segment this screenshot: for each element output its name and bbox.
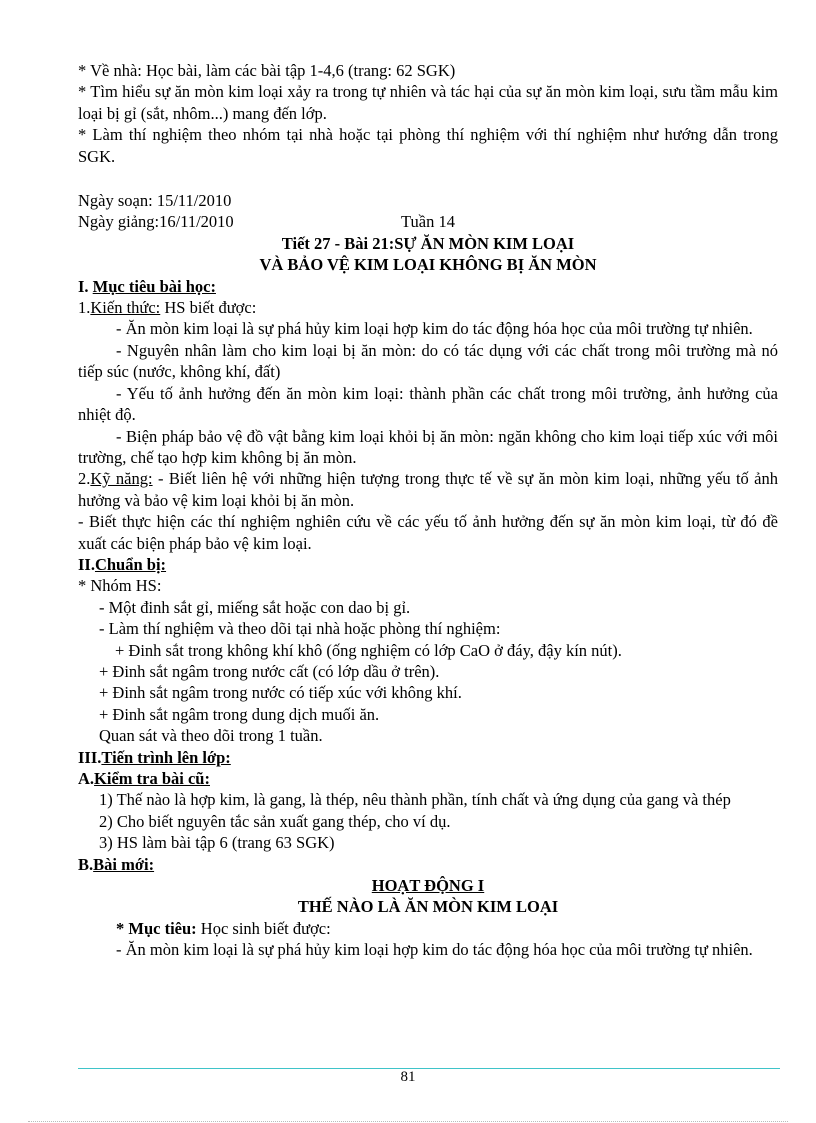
activity-goal-text: - Ăn mòn kim loại là sự phá hủy kim loại hợp kim do tác động hóa học của môi trường tự nhiên. [116, 940, 753, 960]
section1-heading [78, 276, 778, 297]
section3-number: III. [78, 747, 102, 767]
lesson-number: Tiết 27 [281, 233, 331, 253]
review-title: Kiểm tra bài cũ: [94, 769, 210, 788]
experiment-paragraph: * Làm thí nghiệm theo nhóm tại nhà hoặc tại phòng thí nghiệm với thí nghiệm như hướng dẫn trong SGK. [78, 125, 778, 166]
lesson-title-line2: VÀ BẢO VỆ KIM LOẠI KHÔNG BỊ ĂN MÒN [259, 255, 597, 275]
skill-item-2: - Biết thực hiện các thí nghiệm nghiên cứu về các yếu tố ảnh hưởng đến sự ăn mòn kim loại, từ đó đề xuất các biện pháp bảo vệ kim loại. [78, 512, 778, 553]
activity-goal [78, 918, 778, 939]
section1-number: I. [78, 276, 93, 296]
homework-line: * Về nhà: Học bài, làm các bài tập 1-4,6 (trang: 62 SGK) [78, 61, 456, 80]
prep-item-1: - Một đinh sắt gỉ, miếng sắt hoặc con dao bị gỉ. [99, 597, 411, 617]
prep-item-2: - Làm thí nghiệm và theo dõi tại nhà hoặc phòng thí nghiệm: [99, 619, 501, 639]
section3-heading [78, 747, 778, 768]
observe-note: Quan sát và theo dõi trong 1 tuần. [99, 726, 323, 746]
knowledge-rest: HS biết được: [160, 298, 257, 318]
activity-title: HOẠT ĐỘNG I [371, 876, 485, 896]
new-lesson-number: B. [78, 854, 94, 874]
knowledge-item-2: - Nguyên nhân làm cho kim loại bị ăn mòn: do có tác dụng với các chất trong môi trường mà nó tiếp súc (nước, không khí, đất) [78, 340, 778, 382]
experiment-item-1: + Đinh sắt trong không khí khô (ống nghiệm có lớp CaO ở đáy, đậy kín nút). [115, 640, 622, 660]
new-lesson-heading [78, 854, 778, 875]
section3-title: Tiến trình lên lớp: [101, 747, 231, 767]
review-heading [78, 768, 778, 789]
skill-number: 2. [78, 469, 91, 489]
skill-paragraph [78, 468, 778, 511]
experiment-item-4: + Đinh sắt ngâm trong dung dịch muối ăn. [99, 704, 380, 724]
experiment-item-3: + Đinh sắt ngâm trong nước có tiếp xúc với không khí. [99, 683, 462, 703]
skill-label: Kỹ năng: [90, 469, 153, 489]
goal-label: * Mục tiêu: [116, 918, 197, 938]
goal-rest: Học sinh biết được: [196, 918, 331, 938]
review-number: A. [78, 769, 95, 788]
knowledge-heading [78, 297, 778, 318]
activity-subtitle: THẾ NÀO LÀ ĂN MÒN KIM LOẠI [297, 897, 559, 917]
page-bottom-edge [28, 1121, 788, 1122]
skill-rest: - Biết liên hệ với những hiện tượng trong thực tế về sự ăn mòn kim loại, những yếu tố ảnh hưởng và bảo vệ kim loại khỏi bị ăn mòn. [78, 469, 778, 510]
section2-number: II. [78, 554, 95, 574]
lesson-name: - Bài 21:SỰ ĂN MÒN KIM LOẠI [330, 233, 575, 253]
review-question-2: 2) Cho biết nguyên tắc sản xuất gang thép, cho ví dụ. [99, 811, 451, 831]
section2-heading [78, 554, 778, 575]
review-question-1: 1) Thế nào là hợp kim, là gang, là thép, nêu thành phần, tính chất và ứng dụng của gang và thép [99, 790, 731, 810]
prep-date: Ngày soạn: 15/11/2010 [78, 191, 232, 211]
research-paragraph: * Tìm hiểu sự ăn mòn kim loại xảy ra trong tự nhiên và tác hại của sự ăn mòn kim loại, sưu tầm mẫu kim loại bị gỉ (sắt, nhôm...) mang đến lớp. [78, 82, 778, 123]
teach-date-row [78, 211, 778, 232]
review-question-3: 3) HS làm bài tập 6 (trang 63 SGK) [99, 833, 335, 853]
knowledge-item-4: - Biện pháp bảo vệ đồ vật bằng kim loại khỏi bị ăn mòn: ngăn không cho kim loại tiếp xúc với môi trường, chế tạo hợp kim không bị ăn mòn. [78, 426, 778, 467]
new-lesson-title: Bài mới: [93, 854, 155, 874]
page-number: 81 [400, 1069, 416, 1085]
group-label: * Nhóm HS: [78, 576, 162, 596]
experiment-item-2: + Đinh sắt ngâm trong nước cất (có lớp dầu ở trên). [99, 661, 440, 681]
knowledge-item-3: - Yếu tố ảnh hưởng đến ăn mòn kim loại: thành phần các chất trong môi trường, ảnh hưởng của nhiệt độ. [78, 383, 778, 425]
section2-title: Chuẩn bị: [94, 554, 167, 574]
document-page [78, 60, 778, 961]
knowledge-item-1: - Ăn mòn kim loại là sự phá hủy kim loại hợp kim do tác động hóa học của môi trường tự nhiên. [116, 319, 753, 339]
section1-title: Mục tiêu bài học: [92, 276, 216, 296]
knowledge-number: 1. [78, 298, 91, 318]
teach-date: Ngày giảng:16/11/2010 [78, 212, 234, 232]
lesson-title-line1 [78, 233, 778, 254]
week-label: Tuần 14 [401, 212, 455, 232]
knowledge-label: Kiến thức: [90, 298, 161, 318]
